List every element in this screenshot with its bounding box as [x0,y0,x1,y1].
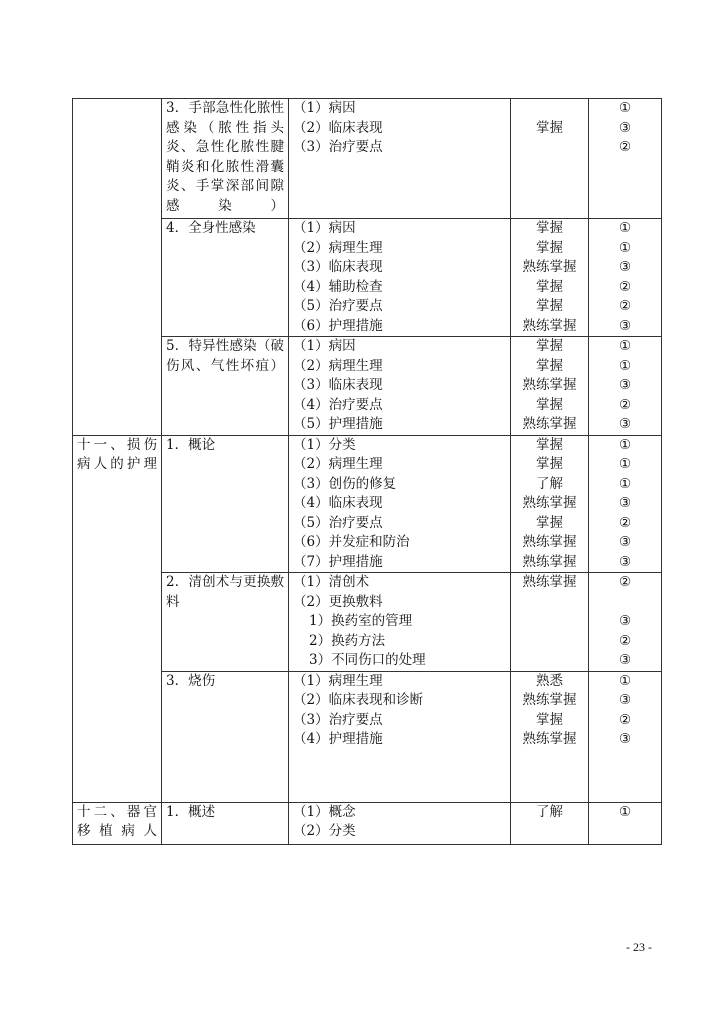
cognition-mark: ① [618,239,632,256]
level-text: 了解 [536,475,563,492]
content-item: （3）治疗要点 [293,139,383,155]
cognition-mark: ① [618,338,632,354]
level-text: 掌握 [536,338,563,354]
content-subitem: 2）换药方法 [309,632,386,649]
cognition-mark: ③ [618,259,632,275]
unit-cell [162,219,289,337]
cognition-cell [589,337,662,436]
cognition-mark: ③ [618,692,632,708]
cognition-mark: ① [618,100,632,116]
cognition-cell [589,671,662,802]
content-cell [289,337,511,436]
table-row [73,573,662,672]
content-item: （1）概念 [293,803,356,820]
cognition-mark: ③ [618,731,632,747]
chapter-cell-empty [73,99,162,436]
cognition-mark: ① [618,456,632,472]
level-text: 熟练掌握 [522,574,577,590]
level-text: 熟悉 [536,672,563,689]
content-item: （6）并发症和防治 [293,534,410,550]
level-text: 掌握 [536,436,563,453]
content-item: （2）临床表现和诊断 [293,692,424,708]
content-item: （2）病理生理 [293,357,383,374]
cognition-cell [589,99,662,219]
content-cell [289,219,511,337]
content-cell [289,573,511,672]
chapter-title: 十二、器官移植病人 [77,803,157,839]
cognition-mark: ② [618,139,632,155]
content-cell [289,802,511,844]
cognition-mark: ② [618,396,632,413]
cognition-mark: ② [618,298,632,314]
level-text: 熟练掌握 [522,259,577,275]
content-subitem: 1）换药室的管理 [309,613,413,629]
content-item: （7）护理措施 [293,553,383,570]
chapter-cell [73,435,162,802]
table-row [73,219,662,337]
level-text: 掌握 [536,298,563,314]
table-row [73,802,662,844]
unit-title: 3．手部急性化脓性感染（脓性指头炎、急性化脓性腱鞘炎和化脓性滑囊炎、手掌深部间隙感染） [166,100,284,214]
cognition-cell [589,802,662,844]
level-text: 掌握 [536,220,563,236]
cognition-mark: ③ [618,534,632,550]
content-item: （3）临床表现 [293,377,383,393]
cognition-mark: ③ [618,553,632,570]
page-number: - 23 - [626,940,652,954]
level-cell [511,99,589,219]
level-text: 熟练掌握 [522,317,577,334]
cognition-mark: ③ [618,652,632,668]
content-item: （1）分类 [293,436,356,453]
cognition-mark: ② [618,711,632,728]
syllabus-table [72,98,662,845]
level-text: 掌握 [536,239,563,256]
cognition-mark: ③ [618,416,632,432]
content-item: （3）临床表现 [293,259,383,275]
level-text: 熟练掌握 [522,377,577,393]
content-item: （3）创伤的修复 [293,475,397,492]
level-text: 掌握 [536,119,563,136]
content-item: （4）辅助检查 [293,278,383,295]
cognition-mark: ① [618,436,632,453]
unit-cell [162,99,289,219]
content-item: （4）护理措施 [293,731,383,747]
content-item: （2）临床表现 [293,119,383,136]
level-text: 掌握 [536,456,563,472]
content-item: （5）护理措施 [293,416,383,432]
cognition-mark: ② [618,632,632,649]
table-row [73,99,662,219]
content-item: （4）临床表现 [293,495,383,511]
content-item: （3）治疗要点 [293,711,383,728]
level-text: 掌握 [536,278,563,295]
cognition-mark: ③ [618,495,632,511]
content-item: （2）分类 [293,823,356,839]
cognition-mark: ③ [618,613,632,629]
cognition-mark: ② [618,278,632,295]
unit-title: 5．特异性感染（破伤风、气性坏疽） [166,338,284,374]
unit-cell [162,802,289,844]
content-subitem: 3）不同伤口的处理 [309,652,426,668]
level-text: 熟练掌握 [522,416,577,432]
cognition-mark: ③ [618,119,632,136]
unit-title: 2．清创术与更换敷料 [166,574,284,610]
content-item: （1）病因 [293,100,356,116]
chapter-title: 十一、损伤病人的护理 [77,436,157,472]
level-text: 熟练掌握 [522,495,577,511]
unit-title: 4．全身性感染 [166,220,256,236]
chapter-cell [73,802,162,844]
content-item: （4）治疗要点 [293,396,383,413]
level-text: 掌握 [536,711,563,728]
content-item: （2）病理生理 [293,239,383,256]
unit-title: 3．烧伤 [166,672,216,689]
content-cell [289,435,511,573]
content-item: （2）更换敷料 [293,593,383,610]
level-text: 掌握 [536,357,563,374]
cognition-mark: ① [618,220,632,236]
content-item: （1）病理生理 [293,672,383,689]
content-item: （1）病因 [293,220,356,236]
level-text: 熟练掌握 [522,553,577,570]
cognition-cell [589,435,662,573]
cognition-mark: ② [618,514,632,531]
level-cell [511,435,589,573]
level-cell [511,337,589,436]
cognition-cell [589,573,662,672]
table-row [73,337,662,436]
content-cell [289,99,511,219]
unit-cell [162,435,289,573]
content-item: （6）护理措施 [293,317,383,334]
content-item: （5）治疗要点 [293,298,383,314]
content-item: （5）治疗要点 [293,514,383,531]
content-item: （1）病因 [293,338,356,354]
level-cell [511,802,589,844]
unit-cell [162,671,289,802]
unit-title: 1．概论 [166,436,216,453]
content-cell [289,671,511,802]
level-text: 掌握 [536,396,563,413]
unit-cell [162,573,289,672]
content-item: （2）病理生理 [293,456,383,472]
cognition-blank [593,593,657,613]
level-text: 了解 [536,803,563,820]
cognition-mark: ① [618,672,632,689]
level-text: 熟练掌握 [522,692,577,708]
unit-title: 1．概述 [166,803,216,820]
table-row [73,435,662,573]
unit-cell [162,337,289,436]
cognition-mark: ③ [618,377,632,393]
table-row [73,671,662,802]
cognition-mark: ① [618,357,632,374]
level-text: 熟练掌握 [522,731,577,747]
cognition-mark: ② [618,574,632,590]
level-cell [511,219,589,337]
cognition-mark: ③ [618,317,632,334]
level-text: 熟练掌握 [522,534,577,550]
level-cell [511,671,589,802]
level-cell [511,573,589,672]
cognition-mark: ① [618,803,632,820]
content-item: （1）清创术 [293,574,370,590]
level-text: 掌握 [536,514,563,531]
cognition-mark: ① [618,475,632,492]
cognition-cell [589,219,662,337]
